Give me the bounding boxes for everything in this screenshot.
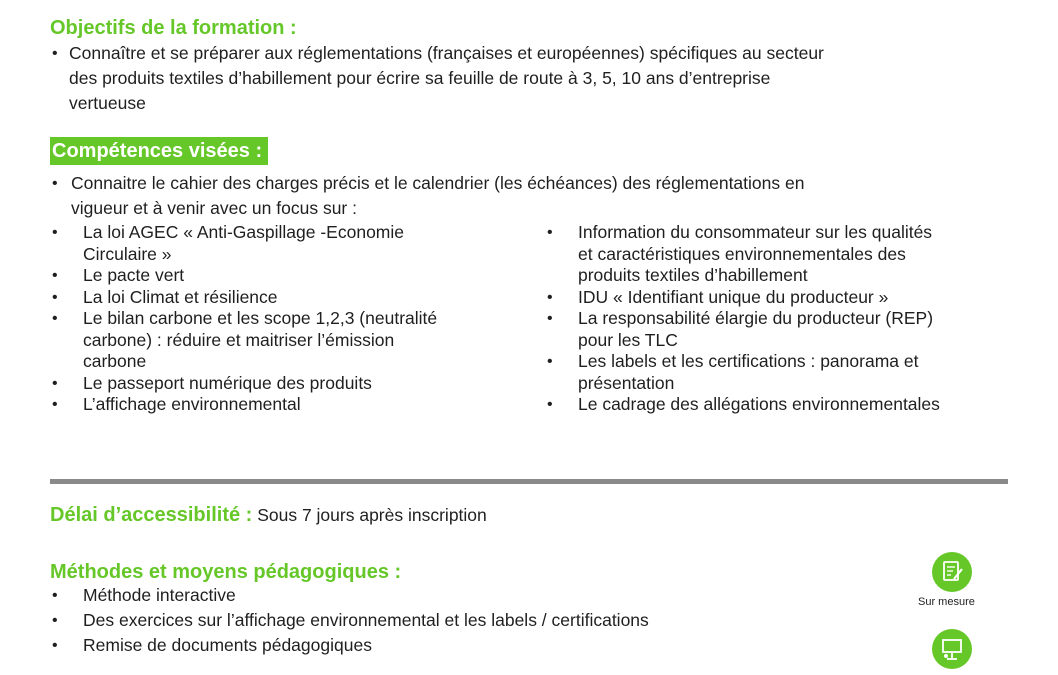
list-item-bullet: • [547, 288, 553, 306]
competences-intro-line-2: vigueur et à venir avec un focus sur : [71, 198, 357, 218]
list-item: carbone [83, 351, 147, 371]
delai-title: Délai d’accessibilité : [50, 504, 253, 526]
list-item-bullet: • [52, 374, 58, 392]
list-item-bullet: • [52, 224, 58, 241]
methodes-item-2: Des exercices sur l’affichage environnemental et les labels / certifications [83, 610, 649, 630]
list-item-bullet: • [52, 267, 58, 284]
list-item: Le pacte vert [83, 265, 185, 285]
list-item: IDU « Identifiant unique du producteur » [578, 286, 889, 307]
list-item: Les labels et les certifications : panorama et [578, 351, 919, 371]
competences-intro-bullet: • [52, 175, 58, 192]
list-item: L’affichage environnemental [83, 394, 301, 414]
methodes-title: Méthodes et moyens pédagogiques : [50, 561, 402, 583]
methodes-bullet-3: • [52, 637, 58, 654]
list-item: carbone) : réduire et maitriser l’émission [83, 329, 395, 350]
list-item: La loi AGEC « Anti-Gaspillage -Economie [83, 222, 404, 242]
list-item: Circulaire » [83, 243, 172, 264]
list-item: Information du consommateur sur les qualités [578, 222, 933, 242]
list-item-bullet: • [547, 353, 553, 370]
list-item: La responsabilité élargie du producteur (REP) [578, 308, 934, 328]
list-item-bullet: • [52, 396, 58, 413]
list-item-bullet: • [547, 396, 553, 413]
list-item: La loi Climat et résilience [83, 286, 278, 307]
list-item: Le cadrage des allégations environnementales [578, 394, 940, 414]
list-item-bullet: • [52, 310, 58, 327]
methodes-bullet-1: • [52, 587, 58, 604]
edit-document-icon [932, 552, 972, 592]
methodes-bullet-2: • [52, 612, 58, 629]
list-item: présentation [578, 372, 675, 393]
list-item-bullet: • [547, 310, 553, 327]
delai-value: Sous 7 jours après inscription [257, 505, 487, 525]
sur-mesure-label: Sur mesure [918, 596, 975, 608]
list-item: Le bilan carbone et les scope 1,2,3 (neutralité [83, 308, 438, 328]
list-item: pour les TLC [578, 329, 678, 350]
list-item-bullet: • [52, 288, 58, 306]
objectifs-line-2: des produits textiles d’habillement pour écrire sa feuille de route à 3, 5, 10 ans d’entreprise [69, 68, 771, 88]
section-divider [50, 479, 1008, 484]
list-item: produits textiles d’habillement [578, 265, 808, 285]
objectifs-line-1: Connaître et se préparer aux réglementations (françaises et européennes) spécifiques au secteur [69, 43, 824, 63]
methodes-item-3: Remise de documents pédagogiques [83, 635, 372, 655]
list-item: Le passeport numérique des produits [83, 372, 372, 393]
presentation-board-icon [932, 629, 972, 669]
objectifs-bullet: • [52, 45, 58, 62]
competences-intro-line-1: Connaitre le cahier des charges précis et le calendrier (les échéances) des réglementations en [71, 173, 805, 193]
objectifs-line-3: vertueuse [69, 93, 146, 113]
methodes-item-1: Méthode interactive [83, 585, 236, 605]
list-item: et caractéristiques environnementales des [578, 243, 906, 264]
objectifs-title: Objectifs de la formation : [50, 17, 297, 39]
competences-title: Compétences visées : [50, 137, 268, 165]
list-item-bullet: • [547, 224, 553, 241]
delai-row [50, 505, 487, 527]
